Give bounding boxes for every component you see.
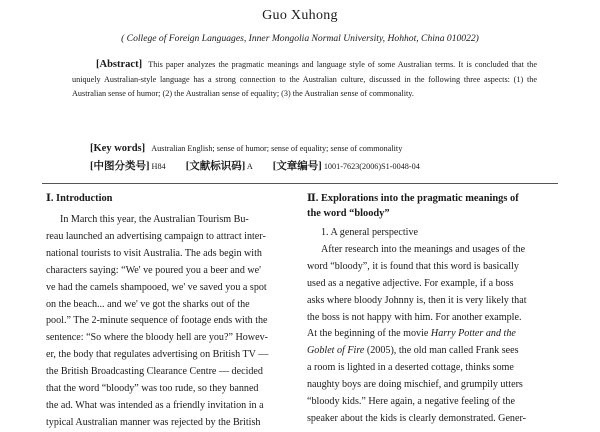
- body-line: In March this year, the Australian Tourism Bu-: [60, 214, 249, 225]
- body-line: sentence: “So where the bloody hell are you?” Howev-: [46, 332, 268, 344]
- movie-title-part-1: Harry Potter and the: [430, 328, 516, 340]
- body-line: “bloody kids.” Here again, a negative feeling of the: [307, 396, 515, 408]
- body-line: national tourists to visit Australia. The ads begin with: [46, 247, 262, 259]
- movie-title-part-2: Goblet of Fire: [307, 345, 365, 357]
- section-2-title: [307, 191, 551, 221]
- author-name: Guo Xuhong: [262, 8, 338, 23]
- body-line: that the word “bloody” was too rude, so they banned: [46, 383, 259, 395]
- body-line: er, the body that regulates advertising on British TV —: [46, 349, 269, 361]
- movie-line-prefix: At the beginning of the movie: [307, 328, 431, 340]
- doc-code-label: [文献标识码]: [185, 161, 246, 172]
- body-line: pool.” The 2-minute sequence of footage ends with the: [46, 315, 268, 327]
- clc-value: H84: [151, 162, 166, 171]
- body-line: the boss is not happy with him. For another example.: [307, 311, 522, 323]
- body-line: word “bloody”, it is found that this word is basically: [307, 260, 519, 272]
- doc-code-value: A: [246, 162, 253, 171]
- keywords-block: [90, 143, 550, 155]
- classification-line: [90, 161, 560, 173]
- keywords-label: [Key words]: [90, 143, 146, 154]
- article-number-value: 1001-7623(2006)S1-0048-04: [323, 162, 420, 171]
- body-line: speaker about the kids is clearly demonstrated. Gener-: [307, 412, 526, 424]
- author-affiliation: ( College of Foreign Languages, Inner Mongolia Normal University, Hohhot, China 010022): [121, 33, 479, 44]
- body-line: [307, 326, 551, 343]
- section-1-body: [46, 212, 290, 432]
- section-2-title-line-2: the word “bloody”: [307, 208, 390, 219]
- movie-line-suffix: (2005), the old man called Frank sees: [364, 345, 519, 357]
- left-column: [46, 191, 290, 432]
- body-line: [307, 343, 551, 360]
- abstract-block: [72, 58, 537, 102]
- body-line: naughty boys are doing mischief, and grumpily utters: [307, 379, 523, 391]
- clc-label: [中图分类号]: [90, 161, 150, 172]
- abstract-label: [Abstract]: [96, 59, 143, 70]
- body-line: ve had the camels shampooed, we' ve saved you a spot: [46, 281, 267, 293]
- abstract-text: This paper analyzes the pragmatic meanings and language style of some Australian terms. It is concluded that the uniquely Australian-style language has a strong connection to the Australian culture, discussed in the following three aspects: (1) the Australian sense of humor; (2) the Australian sense of equality; (3) the Australian sense of commonality.: [72, 60, 538, 99]
- body-line: typical Australian manner was rejected by the British: [46, 416, 261, 428]
- keywords-text: Australian English; sense of humor; sense of equality; sense of commonality: [151, 144, 403, 153]
- body-line: After research into the meanings and usages of the: [321, 243, 526, 255]
- section-1-title: Ⅰ. Introduction: [46, 193, 113, 204]
- subsection-heading: 1. A general perspective: [321, 227, 418, 238]
- article-number-label: [文章编号]: [272, 161, 322, 172]
- body-line: asks where bloody Johnny is, then it is very likely that: [307, 294, 527, 306]
- body-line: the British Broadcasting Clearance Centre — decided: [46, 366, 263, 378]
- body-line: characters saying: “We' ve poured you a beer and we': [46, 264, 261, 276]
- section-divider: [42, 183, 558, 184]
- body-line: the ad. What was intended as a friendly invitation in a: [46, 399, 264, 411]
- body-line: used as a negative adjective. For example, if a boss: [307, 277, 514, 289]
- body-line: a room is lighted in a deserted cottage, thinks some: [307, 362, 514, 374]
- right-column: [307, 191, 551, 428]
- body-line: reau launched an advertising campaign to attract inter-: [46, 230, 266, 242]
- section-2-title-line-1: Ⅱ. Explorations into the pragmatic meanings of: [307, 193, 519, 204]
- body-line: on the beach... and we' ve got the sharks out of the: [46, 298, 250, 310]
